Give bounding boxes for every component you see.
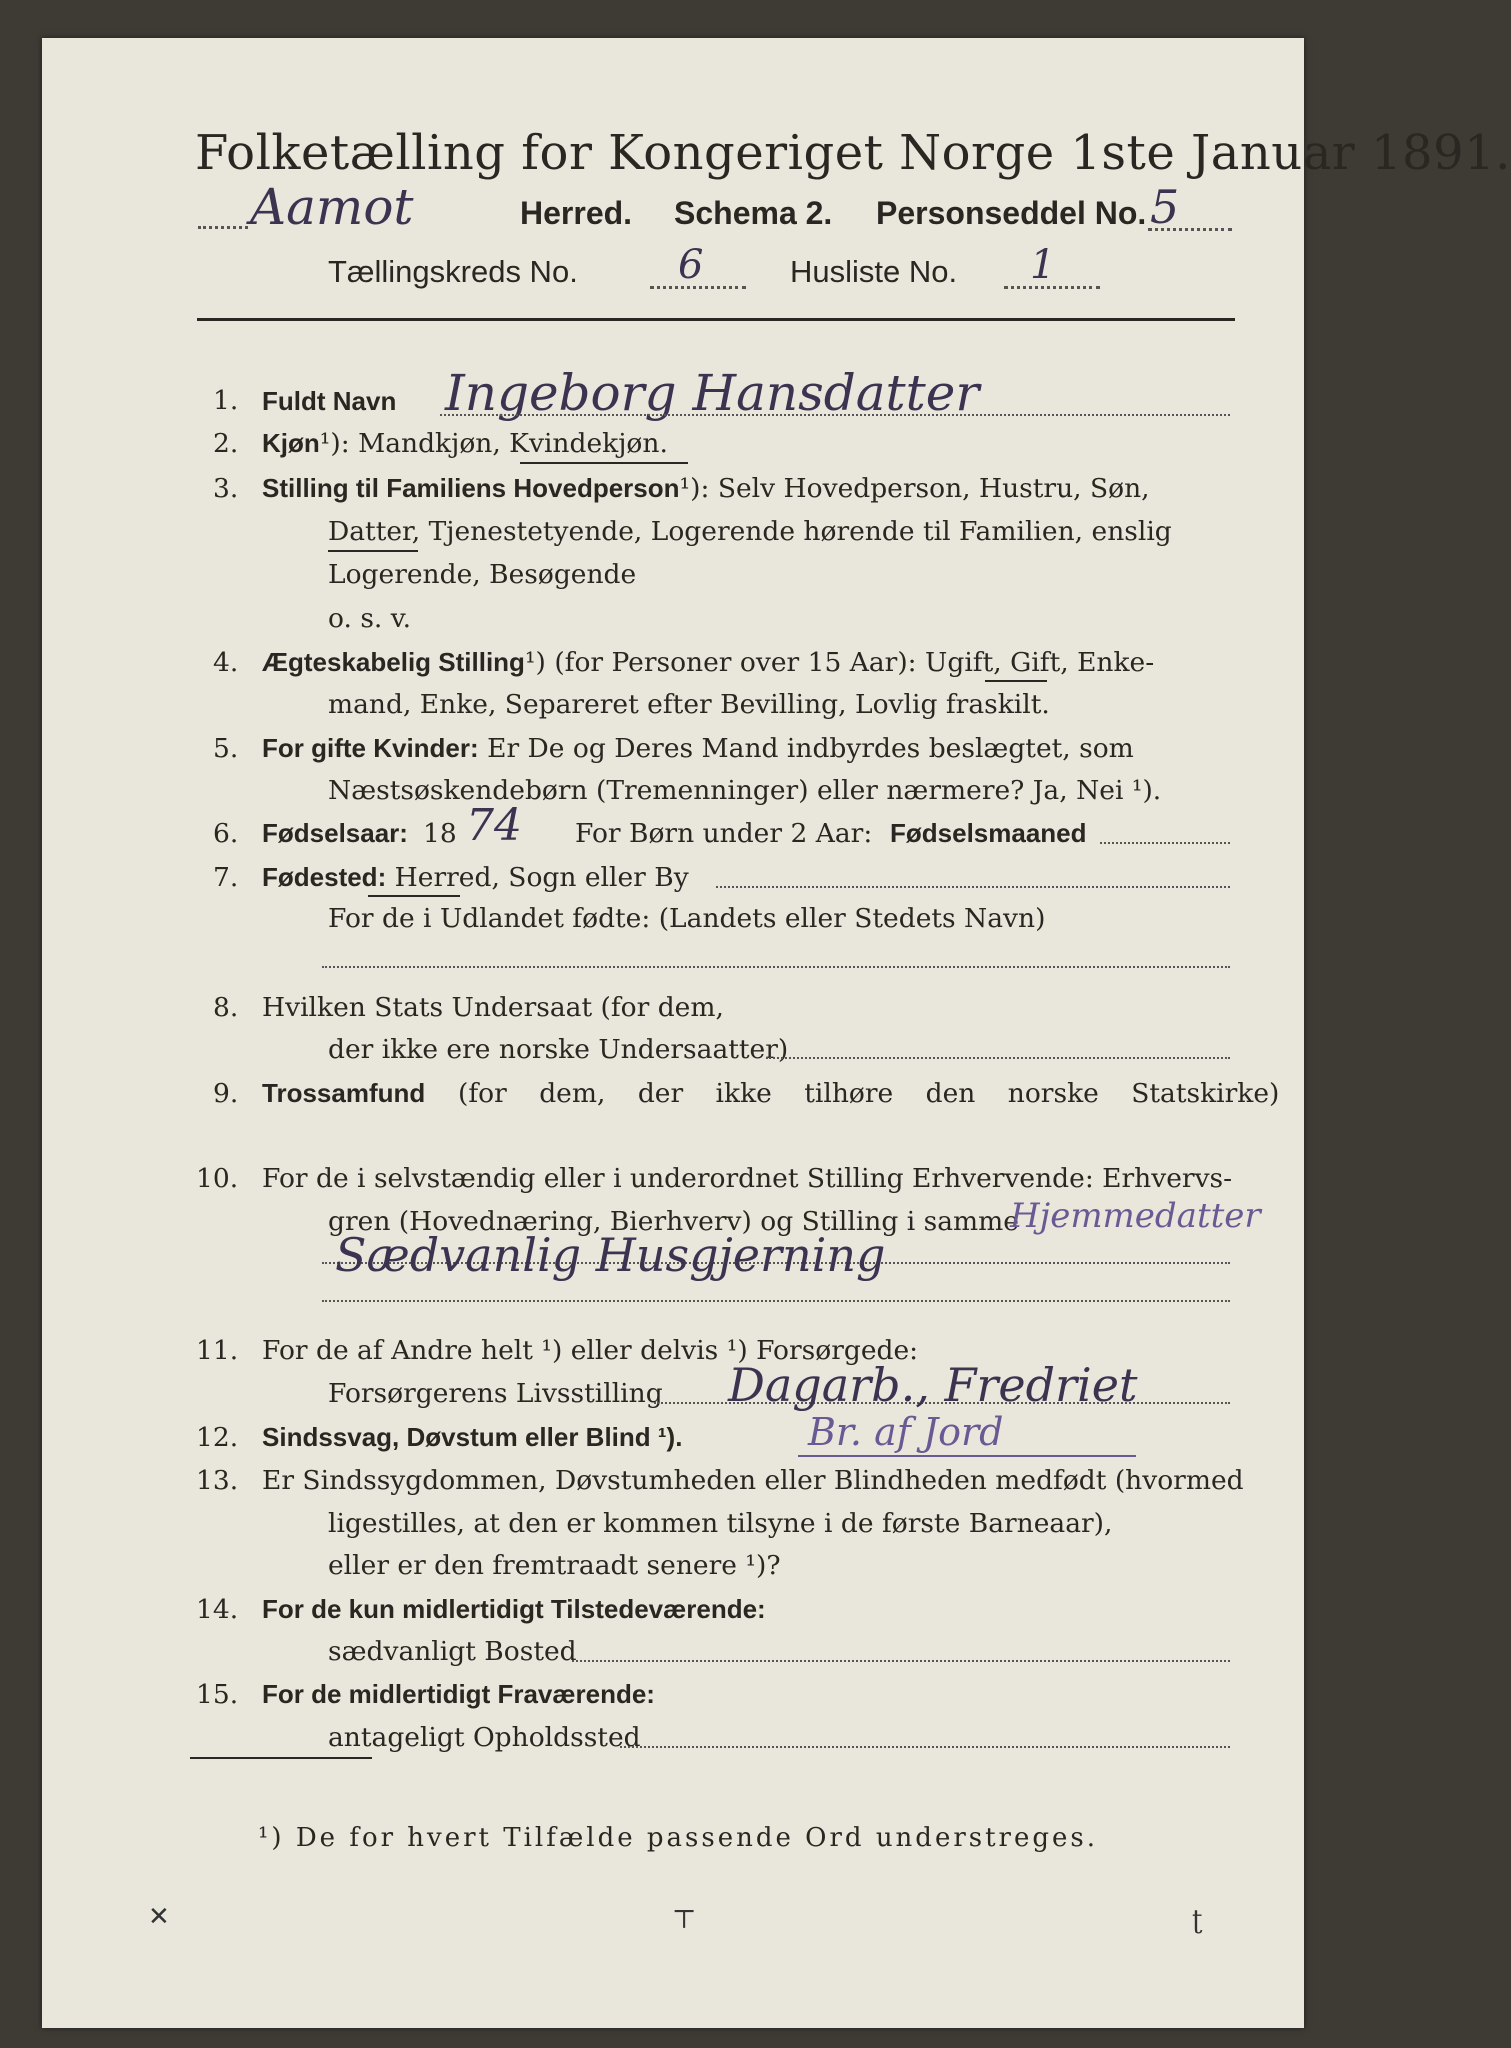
- q4-line2: mand, Enke, Separeret efter Bevilling, Lovlig fraskilt.: [328, 689, 1050, 720]
- q7-label: Fødested:: [262, 862, 387, 892]
- q10-line1: For de i selvstændig eller i underordnet Stilling Erhvervende: Erhvervs-: [262, 1163, 1233, 1194]
- census-form-sheet: [42, 38, 1511, 2028]
- q6-number: 6.: [213, 818, 239, 849]
- herred-label: Herred.: [520, 195, 633, 231]
- q8-text: Hvilken Stats Undersaat (for dem,: [262, 992, 724, 1023]
- q6-label: Fødselsaar:: [262, 818, 408, 848]
- q7-line2: For de i Udlandet fødte: (Landets eller Stedets Navn): [328, 903, 1046, 934]
- footnote: ¹) De for hvert Tilfælde passende Ord understreges.: [258, 1823, 1099, 1853]
- q10-answer-stilling: Hjemmedatter: [1010, 1196, 1261, 1236]
- husliste-number: 1: [1030, 242, 1056, 288]
- q6-prefix: 18: [423, 818, 457, 849]
- q12-number: 12.: [196, 1422, 239, 1453]
- q7-dotline2: [322, 966, 1230, 968]
- q3-label: Stilling til Familiens Hovedperson: [262, 473, 680, 503]
- kreds-dotline: [650, 286, 746, 289]
- q3-number: 3.: [213, 473, 239, 504]
- q8-dotline: [766, 1057, 1230, 1059]
- q15-line1: For de midlertidigt Fraværende:: [262, 1679, 655, 1709]
- header-rule: [197, 318, 1235, 321]
- q13-line2: ligestilles, at den er kommen tilsyne i de første Barneaar),: [328, 1508, 1113, 1539]
- q7-number: 7.: [213, 862, 239, 893]
- q14-line2: sædvanligt Bosted: [328, 1636, 577, 1667]
- q7-underline: [368, 895, 460, 897]
- q10-answer-erhverv: Sædvanlig Husgjerning: [335, 1228, 886, 1282]
- q5-line1: Er De og Deres Mand indbyrdes beslægtet, som: [487, 733, 1134, 764]
- q9-text: (for dem, der ikke tilhøre den norske Statskirke): [458, 1078, 1280, 1109]
- q14-line1: For de kun midlertidigt Tilstedeværende:: [262, 1594, 766, 1624]
- kreds-label: Tællingskreds No.: [328, 254, 578, 289]
- personseddel-label: Personseddel No.: [876, 195, 1147, 231]
- q8-number: 8.: [213, 992, 239, 1023]
- q3-line4: o. s. v.: [328, 603, 412, 634]
- q11-number: 11.: [196, 1335, 239, 1366]
- q14-dotline: [572, 1660, 1230, 1662]
- q4-number: 4.: [213, 647, 239, 678]
- q1-answer-name: Ingeborg Hansdatter: [445, 364, 980, 422]
- schema-label: Schema 2.: [674, 195, 833, 231]
- q5-number: 5.: [213, 733, 239, 764]
- q6-label2: Fødselsmaaned: [890, 818, 1087, 848]
- corner-mark-left: ✕: [148, 1902, 170, 1932]
- q7-text: Herred, Sogn eller By: [394, 862, 689, 893]
- q13-line1: Er Sindssygdommen, Døvstumheden eller Blindheden medfødt (hvormed: [262, 1465, 1244, 1496]
- herred-name-handwritten: Aamot: [250, 178, 414, 236]
- q6-answer-year: 74: [466, 800, 522, 851]
- q1-label: Fuldt Navn: [262, 386, 397, 416]
- q15-number: 15.: [196, 1679, 239, 1710]
- q10-dotline2: [322, 1300, 1230, 1302]
- footnote-rule: [190, 1757, 372, 1759]
- q5-line2: Næstsøskendebørn (Tremenninger) eller nærmere? Ja, Nei ¹).: [328, 775, 1162, 806]
- q1-number: 1.: [213, 385, 239, 416]
- q3-line3: Logerende, Besøgende: [328, 559, 637, 590]
- q9-number: 9.: [213, 1078, 239, 1109]
- q10-number: 10.: [196, 1163, 239, 1194]
- q11-answer: Dagarb., Fredriet: [728, 1358, 1138, 1412]
- q12-answer-underline: [798, 1455, 1136, 1457]
- q6-text: For Børn under 2 Aar:: [575, 818, 873, 849]
- herred-dotline: [198, 226, 248, 229]
- q14-number: 14.: [196, 1594, 239, 1625]
- q3-line1: ¹): Selv Hovedperson, Hustru, Søn,: [679, 473, 1150, 504]
- q1-dotline: [440, 414, 1230, 416]
- q8-line2: der ikke ere norske Undersaatter): [328, 1034, 789, 1065]
- kreds-number: 6: [678, 242, 704, 288]
- form-title: Folketælling for Kongeriget Norge 1ste Januar 1891.: [195, 125, 1511, 181]
- q3-underline: [328, 550, 418, 552]
- q13-number: 13.: [196, 1465, 239, 1496]
- husliste-dotline: [1004, 286, 1100, 289]
- husliste-label: Husliste No.: [790, 254, 958, 289]
- q6-dotline: [1100, 842, 1230, 844]
- q4-underline: [985, 680, 1047, 682]
- q2-number: 2.: [213, 428, 239, 459]
- q12-text: Sindssvag, Døvstum eller Blind ¹).: [262, 1422, 683, 1452]
- q2-label: Kjøn: [262, 428, 320, 458]
- q13-line3: eller er den fremtraadt senere ¹)?: [328, 1550, 781, 1581]
- q5-label: For gifte Kvinder:: [262, 733, 479, 763]
- q2-underline: [520, 462, 688, 464]
- q11-line1: For de af Andre helt ¹) eller delvis ¹) Forsørgede:: [262, 1335, 919, 1366]
- corner-mark-right: ʈ: [1192, 1905, 1203, 1935]
- q11-line2: Forsørgerens Livsstilling: [328, 1378, 663, 1409]
- q3-line2: Datter, Tjenestetyende, Logerende hørende til Familien, enslig: [328, 516, 1172, 547]
- q2-text: ¹): Mandkjøn, Kvindekjøn.: [319, 428, 668, 459]
- personseddel-dotline: [1148, 228, 1232, 231]
- center-mark: ⊤: [672, 1905, 697, 1935]
- q9-label: Trossamfund: [262, 1078, 426, 1108]
- personseddel-number: 5: [1150, 180, 1180, 234]
- q4-label: Ægteskabelig Stilling: [262, 647, 525, 677]
- q15-line2: antageligt Opholdssted: [328, 1722, 641, 1753]
- q10-line2: gren (Hovednæring, Bierhverv) og Stilling i samme: [328, 1206, 1019, 1237]
- q12-answer: Br. af Jord: [808, 1410, 1004, 1454]
- q4-line1: ¹) (for Personer over 15 Aar): Ugift, Gift, Enke-: [524, 647, 1155, 678]
- q7-dotline: [716, 886, 1230, 888]
- q15-dotline: [620, 1746, 1230, 1748]
